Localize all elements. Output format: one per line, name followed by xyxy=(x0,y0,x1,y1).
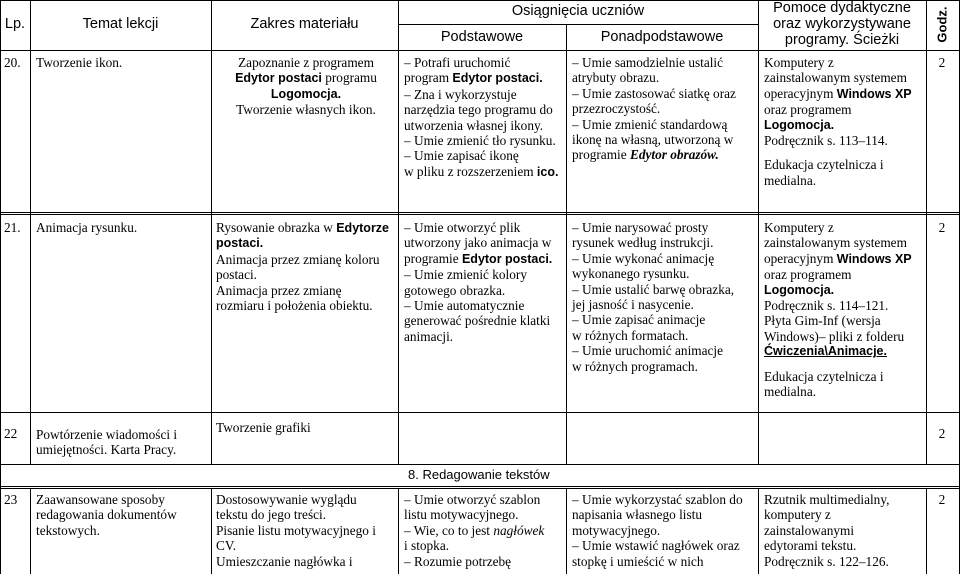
col-border-1 xyxy=(30,0,31,464)
row-23-ponad-line: napisania własnego listu xyxy=(572,507,702,523)
row-20-zakres-line: Edytor postaci programu xyxy=(235,70,377,86)
row-23-zakres-line: tekstu do jego treści. xyxy=(216,507,327,523)
row-20-pomoce-line: Podręcznik s. 113–114. xyxy=(764,133,888,149)
row-20-zakres-line: Zapoznanie z programem xyxy=(238,55,374,70)
row-20-ponad-line: atrybuty obrazu. xyxy=(572,70,660,86)
col-border-4 xyxy=(566,25,567,464)
row-23-zakres-line: Dostosowywanie wyglądu xyxy=(216,492,357,507)
row-23-temat-line: tekstowych. xyxy=(36,522,100,538)
row-21-ponadpodstawowe xyxy=(572,220,758,374)
row-21-pomoce-line: operacyjnym Windows XP xyxy=(764,250,912,266)
row-23-podstawowe xyxy=(404,492,566,569)
row-21-ponad-line: w różnych formatach. xyxy=(572,327,689,343)
header-pomoce-line-1: Pomoce dydaktyczne xyxy=(773,0,911,16)
row-20-pomoce-line: Komputery z xyxy=(764,55,834,70)
row-23-temat-line: Zaawansowane sposoby xyxy=(36,492,165,507)
header-podstawowe: Podstawowe xyxy=(440,29,524,45)
row-20-ponad-line: programie Edytor obrazów. xyxy=(572,147,719,163)
row-23-pomoce-line: komputery z xyxy=(764,507,831,523)
col-border-6b xyxy=(926,488,927,574)
row-20-ponad-line: – Umie samodzielnie ustalić xyxy=(572,55,724,70)
row-23-pomoce xyxy=(764,492,926,569)
row-21-top-border xyxy=(0,214,960,215)
header-pomoce-line-2: oraz wykorzystywane xyxy=(773,16,911,32)
row-20-ponad-line: ikonę na własną, utworzoną w xyxy=(572,132,734,148)
header-lp: Lp. xyxy=(4,16,26,32)
row-23-zakres-line: Umieszczanie nagłówka i xyxy=(216,553,353,569)
row-21-ponad-line: – Umie ustalić barwę obrazka, xyxy=(572,281,735,297)
row-20-ponad-line: – Umie zastosować siatkę oraz xyxy=(572,85,736,101)
row-21-zakres-line: Animacja przez zmianę xyxy=(216,282,342,298)
row-20-ponad-line: – Umie zmienić standardową xyxy=(572,116,728,132)
header-pomoce-line-3: programy. Ścieżki xyxy=(784,32,900,48)
row-21-zakres-line: rozmiaru i położenia obiektu. xyxy=(216,298,373,314)
row-23-ponad-line: – Umie wykorzystać szablon do xyxy=(572,492,743,507)
row-22-temat xyxy=(36,427,211,458)
row-20-pomoce-line: medialna. xyxy=(764,172,817,188)
row-21-temat: Animacja rysunku. xyxy=(36,220,138,235)
row-23-temat xyxy=(36,492,211,538)
row-21-ponad-line: – Umie zapisać animacje xyxy=(572,312,706,328)
row-20-pomoce xyxy=(764,55,926,188)
col-border-3 xyxy=(398,0,399,464)
header-godz-label: Godz. xyxy=(934,6,950,43)
row-21-ponad-line: – Umie narysować prosty xyxy=(572,220,709,235)
row-21-pomoce-line: medialna. xyxy=(764,384,817,400)
row-21-pomoce-line: Windows)– pliki z folderu xyxy=(764,328,905,344)
row-23-podst-line: – Rozumie potrzebę xyxy=(404,553,512,569)
row-21-ponad-line: rysunek według instrukcji. xyxy=(572,235,714,251)
row-21-ponad-line: wykonanego rysunku. xyxy=(572,266,690,282)
row-23-podst-line: – Umie otworzyć szablon xyxy=(404,492,541,507)
header-temat: Temat lekcji xyxy=(82,16,159,32)
row-20-temat: Tworzenie ikon. xyxy=(36,55,123,70)
row-20-podst-line: – Potrafi uruchomić xyxy=(404,55,511,70)
row-22-godz: 2 xyxy=(938,426,946,441)
row-21-podst-line: programie Edytor postaci. xyxy=(404,250,553,266)
row-21-pomoce-line: Edukacja czytelnicza i xyxy=(764,368,884,384)
col-border-4b xyxy=(566,488,567,574)
header-ponadpodstawowe: Ponadpodstawowe xyxy=(600,29,724,45)
header-zakres: Zakres materiału xyxy=(250,16,359,32)
row-21-podst-line: utworzony jako animacja w xyxy=(404,235,552,251)
row-23-pomoce-line: Rzutnik multimedialny, xyxy=(764,492,890,507)
row-23-ponad-line: motywacyjnego. xyxy=(572,522,661,538)
row-20-ponad-line: przezroczystość. xyxy=(572,101,661,117)
row-21-podst-line: – Umie otworzyć plik xyxy=(404,220,521,235)
row-21-zakres-line: Rysowanie obrazka w Edytorze xyxy=(216,220,390,235)
row-21-lp: 21. xyxy=(4,220,21,235)
row-20-zakres xyxy=(216,55,396,118)
row-23-lp: 23 xyxy=(4,492,18,507)
row-21-bottom-border xyxy=(0,412,960,413)
row-23-zakres-line: Pisanie listu motywacyjnego i xyxy=(216,522,376,538)
col-border-2 xyxy=(211,0,212,464)
col-border-1b xyxy=(30,488,31,574)
header-godz xyxy=(926,0,959,50)
row-20-pomoce-line: Logomocja. xyxy=(764,117,835,132)
row-21-ponad-line: – Umie uruchomić animacje xyxy=(572,343,724,359)
header-bottom-border xyxy=(0,50,960,51)
row-20-podst-line: utworzenia własnej ikony. xyxy=(404,117,544,133)
row-23-pomoce-line: zainstalowanymi xyxy=(764,522,855,538)
row-21-ponad-line: – Umie wykonać animację xyxy=(572,250,715,266)
header-osiagniecia: Osiągnięcia uczniów xyxy=(511,3,645,19)
row-20-bottom-border xyxy=(0,212,960,213)
row-22-zakres: Tworzenie grafiki xyxy=(216,420,311,435)
row-23-podst-line: – Wie, co to jest nagłówek xyxy=(404,522,545,538)
row-20-podst-line: – Umie zmienić tło rysunku. xyxy=(404,133,556,149)
row-21-podstawowe xyxy=(404,220,566,344)
row-20-podst-line: narzędzia tego programu do xyxy=(404,102,553,118)
row-21-podst-line: generować pośrednie klatki xyxy=(404,313,551,329)
row-22-bottom-border xyxy=(0,464,960,465)
row-22-temat-line: Powtórzenie wiadomości i xyxy=(36,427,178,442)
row-20-podst-line: – Umie zapisać ikonę xyxy=(404,148,519,164)
row-23-zakres xyxy=(216,492,398,569)
row-21-pomoce-line: Płyta Gim-Inf (wersja xyxy=(764,313,881,329)
row-21-podst-line: animacji. xyxy=(404,328,454,344)
row-20-podst-line: – Zna i wykorzystuje xyxy=(404,86,517,102)
row-20-pomoce-line: zainstalowanym systemem xyxy=(764,70,907,86)
section-bottom-border-2 xyxy=(0,488,960,489)
col-border-6 xyxy=(926,0,927,464)
row-21-zakres-line: postaci. xyxy=(216,236,264,251)
row-23-pomoce-line: Podręcznik s. 122–126. xyxy=(764,553,889,569)
row-21-pomoce-line: oraz programem xyxy=(764,267,852,283)
row-20-zakres-line: Logomocja. xyxy=(270,86,342,101)
row-21-zakres-line: postaci. xyxy=(216,267,257,283)
row-20-zakres-line: Tworzenie własnych ikon. xyxy=(236,102,376,118)
row-23-ponadpodstawowe xyxy=(572,492,758,569)
row-23-zakres-line: CV. xyxy=(216,538,237,554)
row-20-podst-line: w pliku z rozszerzeniem ico. xyxy=(404,163,559,179)
row-20-pomoce-line: operacyjnym Windows XP xyxy=(764,85,912,101)
row-21-zakres-line: Animacja przez zmianę koloru xyxy=(216,251,380,267)
col-border-3b xyxy=(398,488,399,574)
row-20-pomoce-line: Edukacja czytelnicza i xyxy=(764,157,884,173)
row-22-lp: 22 xyxy=(4,426,18,441)
row-22-temat-line: umiejętności. Karta Pracy. xyxy=(36,442,177,458)
row-21-pomoce-line: Podręcznik s. 114–121. xyxy=(764,298,889,314)
row-23-ponad-line: – Umie wstawić nagłówek oraz xyxy=(572,538,740,554)
row-21-podst-line: – Umie zmienić kolory xyxy=(404,267,527,283)
row-20-lp: 20. xyxy=(4,55,21,70)
row-20-podstawowe xyxy=(404,55,566,180)
col-border-5 xyxy=(758,0,759,464)
col-border-0 xyxy=(0,0,1,574)
row-21-godz: 2 xyxy=(938,220,946,235)
row-20-ponadpodstawowe xyxy=(572,55,758,163)
row-21-pomoce-line: zainstalowanym systemem xyxy=(764,235,907,251)
section-bottom-border xyxy=(0,486,960,487)
row-21-ponad-line: jej jasność i nasycenie. xyxy=(572,297,694,313)
osiagniecia-divider xyxy=(398,24,758,25)
row-23-temat-line: redagowania dokumentów xyxy=(36,507,177,523)
row-23-podst-line: i stopka. xyxy=(404,538,450,554)
row-21-zakres xyxy=(216,220,398,313)
row-23-ponad-line: stopkę i umieścić w nich xyxy=(572,553,704,569)
col-border-2b xyxy=(211,488,212,574)
row-23-pomoce-line: edytorami tekstu. xyxy=(764,538,857,554)
row-21-pomoce-line: Logomocja. xyxy=(764,282,835,297)
row-21-ponad-line: w różnych programach. xyxy=(572,358,698,374)
row-20-pomoce-line: oraz programem xyxy=(764,102,852,118)
row-21-podst-line: – Umie automatycznie xyxy=(404,298,525,314)
row-21-pomoce-line: Komputery z xyxy=(764,220,834,235)
col-border-5b xyxy=(758,488,759,574)
row-20-godz: 2 xyxy=(938,55,946,70)
row-20-podst-line: program Edytor postaci. xyxy=(404,70,543,86)
row-23-podst-line: listu motywacyjnego. xyxy=(404,507,519,523)
row-23-godz: 2 xyxy=(938,492,946,507)
row-21-podst-line: gotowego obrazka. xyxy=(404,282,506,298)
row-21-pomoce xyxy=(764,220,926,399)
header-pomoce xyxy=(758,0,926,48)
row-21-pomoce-line: Ćwiczenia\Animacje. xyxy=(764,344,887,359)
section-title: 8. Redagowanie tekstów xyxy=(408,467,550,482)
